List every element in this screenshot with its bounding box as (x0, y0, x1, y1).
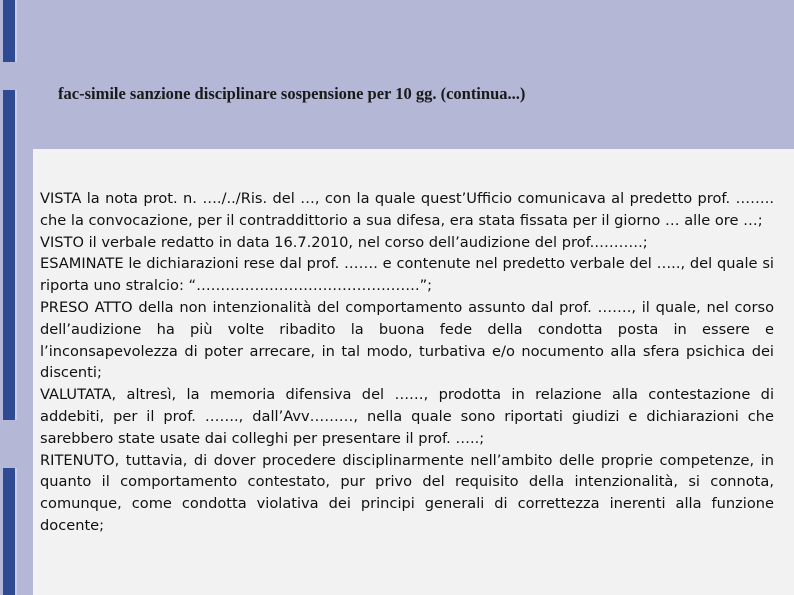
paragraph-valutata: VALUTATA, altresì, la memoria difensiva del ……, prodotta in relazione alla contestazione di addebiti, per il prof. ……., dall’Avv………, nella quale sono riportati giudizi e dichiarazioni che sarebbero state usate dai colleghi per presentare il prof. …..; (40, 386, 774, 447)
paragraph-preso-atto: PRESO ATTO della non intenzionalità del comportamento assunto dal prof. ……., il quale, nel corso dell’audizione ha più volte ribadito la buona fede della condotta posta in essere e l’inconsapevolezza di poter arrecare, in tal modo, turbativa e/o nocumento alla sfera psichica dei discenti; (40, 298, 774, 382)
decorative-left-bar-middle (3, 90, 17, 420)
slide-title: fac-simile sanzione disciplinare sospensione per 10 gg. (continua...) (58, 84, 526, 103)
paragraph-esaminate: ESAMINATE le dichiarazioni rese dal prof. ……. e contenute nel predetto verbale del ….., del quale si riporta uno stralcio: “……………………………………….”; (40, 255, 774, 295)
body-text (40, 188, 774, 537)
decorative-left-bar-bottom (3, 468, 17, 595)
paragraph-ritenuto: RITENUTO, tuttavia, di dover procedere disciplinarmente nell’ambito delle proprie competenze, in quanto il comportamento contestato, pur privo del requisito della intenzionalità, si connota, comunque, come condotta violativa dei principi generali di correttezza inerenti alla funzione docente; (40, 451, 774, 534)
paragraph-vista: VISTA la nota prot. n. …./../Ris. del …, con la quale quest’Ufficio comunicava al predetto prof. …….. che la convocazione, per il contraddittorio a sua difesa, era stata fissata per il giorno … alle ore …; (40, 190, 774, 229)
decorative-left-bar-top (3, 0, 17, 62)
paragraph-visto: VISTO il verbale redatto in data 16.7.2010, nel corso dell’audizione del prof.……….; (40, 233, 648, 251)
